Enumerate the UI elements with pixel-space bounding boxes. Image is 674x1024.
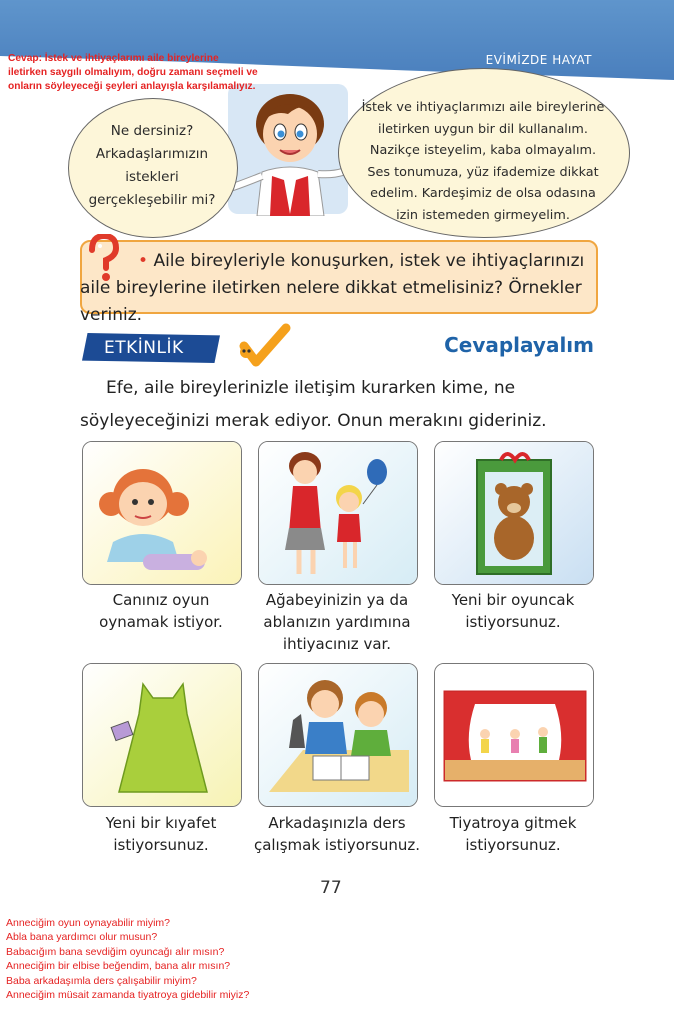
caption-play: Canınız oyun oynamak istiyor. bbox=[99, 591, 223, 631]
caption-sibling-help: Ağabeyinizin ya da ablanızın yardımına ihtiyacınız var. bbox=[263, 591, 411, 653]
page-number: 77 bbox=[320, 878, 342, 898]
answer-line: Abla bana yardımcı olur musun? bbox=[6, 931, 158, 944]
answer-line: Babacığım bana sevdiğim oyuncağı alır mısın? bbox=[6, 945, 225, 958]
answer-line: Anneciğim bir elbise beğendim, bana alır mısın? bbox=[6, 960, 231, 973]
caption-new-dress: Yeni bir kıyafet istiyorsunuz. bbox=[105, 814, 217, 854]
unit-title: EVİMİZDE HAYAT bbox=[485, 53, 592, 67]
answer-line: Anneciğim oyun oynayabilir miyim? bbox=[6, 917, 170, 929]
answer-top: Cevap: İstek ve ihtiyaçlarımı aile bireylerine iletirken saygılı olmalıyım, doğru zamanı seçmeli ve onların söyleyeceği şeyleri anlayışla karşılamalıyız. bbox=[8, 53, 258, 92]
speech-bubble-right-text: İstek ve ihtiyaçlarımızı aile bireylerine iletirken uygun bir dil kullanalım. Nazikçe isteyelim, kaba olmayalım. Ses tonumuza, yüz ifademize dikkat edelim. Kardeşimiz de olsa odasına izin istemeden girmeyelim. bbox=[361, 100, 605, 223]
caption-theatre: Tiyatroya gitmek istiyorsunuz. bbox=[449, 814, 577, 854]
siblings-balloon-illustration bbox=[259, 442, 417, 584]
theatre-illustration bbox=[435, 664, 593, 806]
dress-illustration bbox=[83, 664, 241, 806]
caption-study: Arkadaşınızla ders çalışmak istiyorsunuz. bbox=[253, 814, 421, 854]
girl-doll-illustration bbox=[83, 442, 241, 584]
card-dress bbox=[82, 663, 242, 807]
speech-bubble-left-text: Ne dersiniz? Arkadaşlarımızın istekleri gerçekleşebilir mi? bbox=[88, 123, 216, 208]
answers-list bbox=[6, 916, 249, 1002]
activity-label: ETKİNLİK bbox=[104, 338, 184, 358]
teddy-bear-illustration bbox=[435, 442, 593, 584]
card-teddy-bear bbox=[434, 441, 594, 585]
answer-line: Baba arkadaşımla ders çalışabilir miyim? bbox=[6, 974, 197, 987]
activity-title: Cevaplayalım bbox=[444, 333, 594, 357]
activity-intro: Efe, aile bireylerinizle iletişim kurarken kime, ne söyleyeceğinizi merak ediyor. Onun merakını gideriniz. bbox=[80, 378, 547, 431]
answer-line: Anneciğim müsait zamanda tiyatroya gidebilir miyiz? bbox=[6, 989, 250, 1002]
card-theatre bbox=[434, 663, 594, 807]
pencil-check-icon bbox=[232, 322, 292, 372]
card-girl-doll bbox=[82, 441, 242, 585]
card-siblings-balloon bbox=[258, 441, 418, 585]
caption-new-toy: Yeni bir oyuncak istiyorsunuz. bbox=[451, 591, 575, 631]
card-study bbox=[258, 663, 418, 807]
question-text: • Aile bireyleriyle konuşurken, istek ve ihtiyaçlarınızı aile bireylerine iletirken nelere dikkat etmelisiniz? Örnekler veriniz. bbox=[80, 251, 585, 325]
study-illustration bbox=[259, 664, 417, 806]
